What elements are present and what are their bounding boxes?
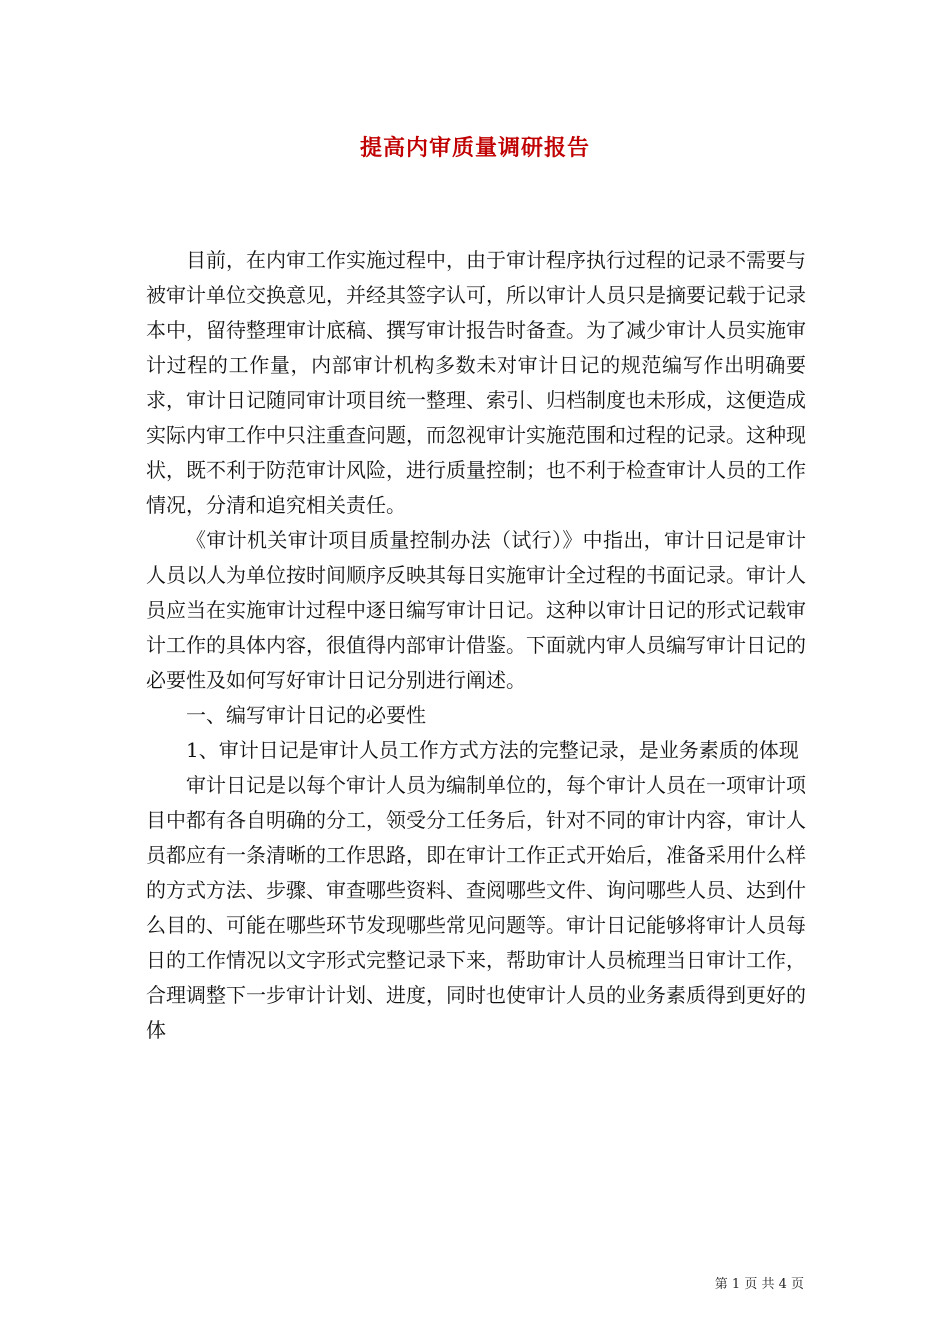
subsection-heading: 1、审计日记是审计人员工作方式方法的完整记录，是业务素质的体现 [186,738,799,762]
page-number: 第 1 页 共 4 页 [714,1277,804,1292]
paragraph-2: 《审计机关审计项目质量控制办法（试行）》中指出，审计日记是审计人员以人为单位按时间顺序反映其每日实施审计全过程的书面记录。审计人员应当在实施审计过程中逐日编写审计日记。这种以审计日记的形式记载审计工作的具体内容，很值得内部审计借鉴。下面就内审人员编写审计日记的必要性及如何写好审计日记分别进行阐述。 [146,528,806,692]
section-heading: 一、编写审计日记的必要性 [186,703,426,727]
paragraph-3: 审计日记是以每个审计人员为编制单位的，每个审计人员在一项审计项目中都有各自明确的分工，领受分工任务后，针对不同的审计内容，审计人员都应有一条清晰的工作思路，即在审计工作正式开始后，准备采用什么样的方式方法、步骤、审查哪些资料、查阅哪些文件、询问哪些人员、达到什么目的、可能在哪些环节发现哪些常见问题等。审计日记能够将审计人员每日的工作情况以文字形式完整记录下来，帮助审计人员梳理当日审计工作，合理调整下一步审计计划、进度，同时也使审计人员的业务素质得到更好的体 [146,773,806,1042]
document-body [146,243,806,1048]
paragraph-1: 目前，在内审工作实施过程中，由于审计程序执行过程的记录不需要与被审计单位交换意见，并经其签字认可，所以审计人员只是摘要记载于记录本中，留待整理审计底稿、撰写审计报告时备查。为了减少审计人员实施审计过程的工作量，内部审计机构多数未对审计日记的规范编写作出明确要求，审计日记随同审计项目统一整理、索引、归档制度也未形成，这便造成实际内审工作中只注重查问题，而忽视审计实施范围和过程的记录。这种现状，既不利于防范审计风险，进行质量控制；也不利于检查审计人员的工作情况，分清和追究相关责任。 [146,248,806,517]
document-title: 提高内审质量调研报告 [359,135,590,161]
